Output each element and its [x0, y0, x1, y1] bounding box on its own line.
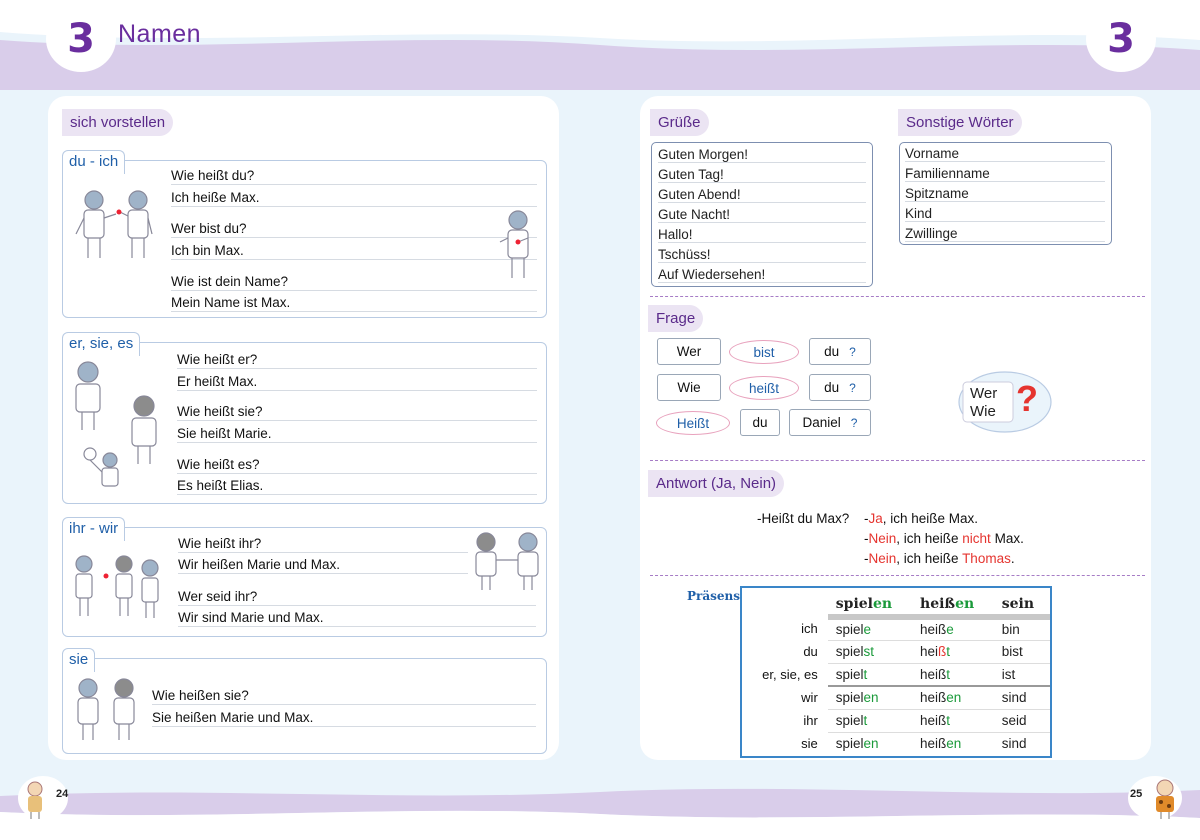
divider [650, 460, 1145, 461]
stick-figure-self [496, 208, 540, 284]
dialog-line: Er heißt Max. [177, 374, 258, 389]
dialog-line: Wir heißen Marie und Max. [178, 557, 341, 572]
bubble-wer: Wer [970, 385, 998, 402]
section-label-antwort: Antwort (Ja, Nein) [648, 470, 784, 497]
question-mark-icon: ? [1016, 378, 1038, 419]
word-card: Wie [657, 374, 721, 401]
grammar-label: Präsens [687, 589, 740, 603]
word-item: Vorname [905, 146, 960, 161]
answer-question: -Heißt du Max? [757, 511, 850, 526]
tab-er-sie-es: er, sie, es [62, 332, 140, 356]
divider [650, 296, 1145, 297]
section-label-sich-vorstellen: sich vorstellen [62, 109, 173, 136]
answer-line-2: -Nein, ich heiße nicht Max. [864, 531, 1024, 546]
word-card: Daniel ? [789, 409, 871, 436]
word-card: du ? [809, 338, 871, 365]
dialog-line: Ich bin Max. [171, 243, 244, 258]
tab-ihr-wir: ihr - wir [62, 517, 125, 541]
stick-figures-sie [68, 676, 148, 746]
conjugation-table: spielen heißen sein ich spiele heiße bin du spielst heißt bist er, sie, es spielt heißt ist wir spielen heißen sind ihr spielt heißt seid sie spielen heißen sind [742, 594, 1050, 755]
dialog-line: Wie heißt es? [177, 457, 260, 472]
section-label-frage: Frage [648, 305, 703, 332]
verb-oval: Heißt [656, 411, 730, 435]
stick-figures-wir [470, 530, 546, 596]
word-item: Auf Wiedersehen! [658, 267, 766, 282]
word-item: Gute Nacht! [658, 207, 731, 222]
divider [650, 575, 1145, 576]
word-item: Guten Tag! [658, 167, 724, 182]
dialog-line: Wir sind Marie und Max. [178, 610, 324, 625]
mascot-icon [1150, 778, 1180, 820]
dialog-line: Wer seid ihr? [178, 589, 258, 604]
word-item: Tschüss! [658, 247, 711, 262]
word-item: Kind [905, 206, 933, 221]
dialog-line: Es heißt Elias. [177, 478, 264, 493]
dialog-line: Ich heiße Max. [171, 190, 260, 205]
verb-oval: heißt [729, 376, 799, 400]
dialog-line: Wie heißt du? [171, 168, 255, 183]
page-title: Namen [118, 20, 202, 48]
word-item: Hallo! [658, 227, 693, 242]
word-item: Guten Morgen! [658, 147, 749, 162]
word-item: Familienname [905, 166, 990, 181]
word-card: du ? [809, 374, 871, 401]
dialog-line: Wie heißt sie? [177, 404, 263, 419]
stick-figures-du-ich [72, 188, 162, 264]
dialog-line: Sie heißen Marie und Max. [152, 710, 314, 725]
dialog-line: Sie heißt Marie. [177, 426, 272, 441]
word-card: Wer [657, 338, 721, 365]
chapter-number-left: 3 [46, 6, 116, 72]
dialog-line: Wie ist dein Name? [171, 274, 289, 289]
word-item: Zwillinge [905, 226, 958, 241]
verb-oval: bist [729, 340, 799, 364]
footer-wave [0, 778, 1200, 840]
section-label-sonstige-woerter: Sonstige Wörter [898, 109, 1022, 136]
dialog-line: Wie heißt ihr? [178, 536, 262, 551]
answer-line-3: -Nein, ich heiße Thomas. [864, 551, 1015, 566]
tab-sie: sie [62, 648, 95, 672]
chapter-number-right: 3 [1086, 6, 1156, 72]
dialog-line: Wie heißen sie? [152, 688, 249, 703]
mascot-icon [22, 780, 48, 820]
dialog-line: Wer bist du? [171, 221, 247, 236]
answer-line-1: -Ja, ich heiße Max. [864, 511, 979, 526]
word-card: du [740, 409, 780, 436]
page-number-left: 24 [56, 788, 69, 800]
dialog-line: Wie heißt er? [177, 352, 258, 367]
dialog-line: Mein Name ist Max. [171, 295, 291, 310]
page-number-right: 25 [1130, 788, 1143, 800]
word-item: Spitzname [905, 186, 969, 201]
section-label-gruesse: Grüße [650, 109, 709, 136]
tab-du-ich: du - ich [62, 150, 125, 174]
stick-figures-er-sie-es [68, 358, 168, 498]
bubble-wie: Wie [970, 403, 996, 420]
word-item: Guten Abend! [658, 187, 741, 202]
stick-figures-ihr [68, 552, 168, 624]
